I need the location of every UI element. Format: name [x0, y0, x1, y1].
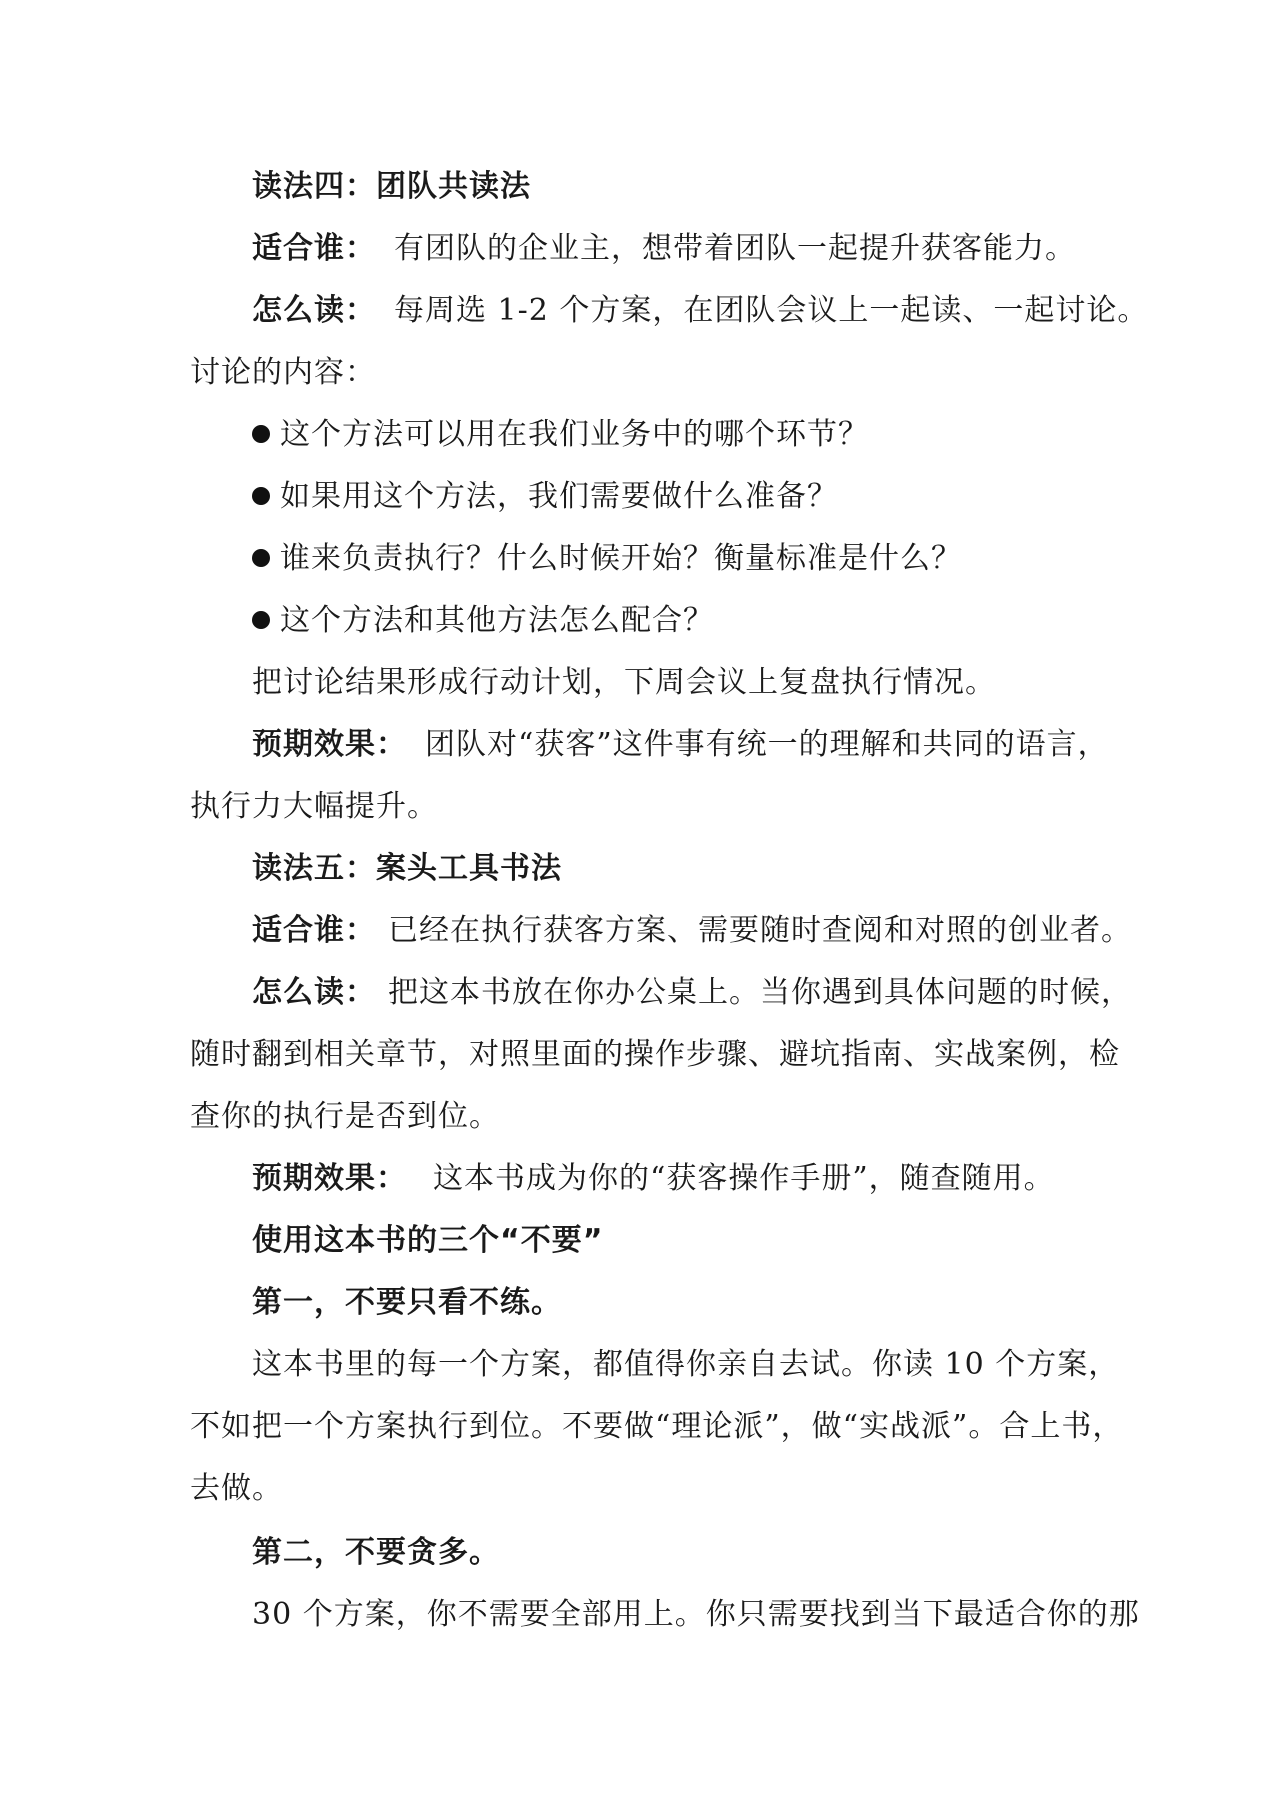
method5-suitable-line	[252, 900, 1132, 962]
bullet-icon	[252, 611, 270, 629]
effect-text: 团队对“获客”这件事有统一的理解和共同的语言，	[425, 727, 1109, 762]
second-dont-text-1: 30 个方案，你不需要全部用上。你只需要找到当下最适合你的那	[252, 1597, 1140, 1632]
effect-label: 预期效果：	[252, 1161, 407, 1196]
method5-heading: 读法五：案头工具书法	[252, 851, 562, 886]
method5-how-line-3: 查你的执行是否到位。	[190, 1099, 500, 1134]
method5-effect-line	[252, 1148, 1055, 1210]
method5-how-line	[252, 962, 1132, 1024]
suitable-label: 适合谁：	[252, 231, 376, 266]
method4-suitable-line	[252, 218, 1076, 280]
list-item: 这个方法和其他方法怎么配合？	[252, 590, 714, 652]
how-label: 怎么读：	[252, 293, 376, 328]
first-dont-text-1: 这本书里的每一个方案，都值得你亲自去试。你读 10 个方案，	[252, 1347, 1120, 1382]
first-dont-heading: 第一，不要只看不练。	[252, 1285, 562, 1320]
list-item: 这个方法可以用在我们业务中的哪个环节？	[252, 404, 869, 466]
how-text: 把这本书放在你办公桌上。当你遇到具体问题的时候，	[388, 975, 1132, 1010]
how-text: 每周选 1-2 个方案，在团队会议上一起读、一起讨论。	[394, 293, 1149, 328]
method4-action-text: 把讨论结果形成行动计划，下周会议上复盘执行情况。	[252, 665, 996, 700]
list-item: 谁来负责执行？什么时候开始？衡量标准是什么？	[252, 528, 962, 590]
method4-effect-line-2: 执行力大幅提升。	[190, 789, 438, 824]
suitable-label: 适合谁：	[252, 913, 376, 948]
bullet-icon	[252, 549, 270, 567]
suitable-text: 已经在执行获客方案、需要随时查阅和对照的创业者。	[388, 913, 1132, 948]
first-dont-text-3: 去做。	[190, 1471, 283, 1506]
first-dont-text-2: 不如把一个方案执行到位。不要做“理论派”，做“实战派”。合上书，	[190, 1409, 1124, 1444]
method4-how-line-2: 讨论的内容：	[190, 355, 376, 390]
method4-how-line	[252, 280, 1148, 342]
donts-heading: 使用这本书的三个“不要”	[252, 1223, 604, 1258]
method5-how-line-2: 随时翻到相关章节，对照里面的操作步骤、避坑指南、实战案例，检	[190, 1037, 1120, 1072]
bullet-icon	[252, 487, 270, 505]
bullet-icon	[252, 425, 270, 443]
second-dont-heading: 第二，不要贪多。	[252, 1535, 500, 1570]
how-label: 怎么读：	[252, 975, 376, 1010]
suitable-text: 有团队的企业主，想带着团队一起提升获客能力。	[394, 231, 1076, 266]
method4-effect-line	[252, 714, 1109, 776]
effect-label: 预期效果：	[252, 727, 407, 762]
effect-text: 这本书成为你的“获客操作手册”，随查随用。	[433, 1161, 1055, 1196]
method4-heading: 读法四：团队共读法	[252, 169, 531, 204]
list-item: 如果用这个方法，我们需要做什么准备？	[252, 466, 838, 528]
